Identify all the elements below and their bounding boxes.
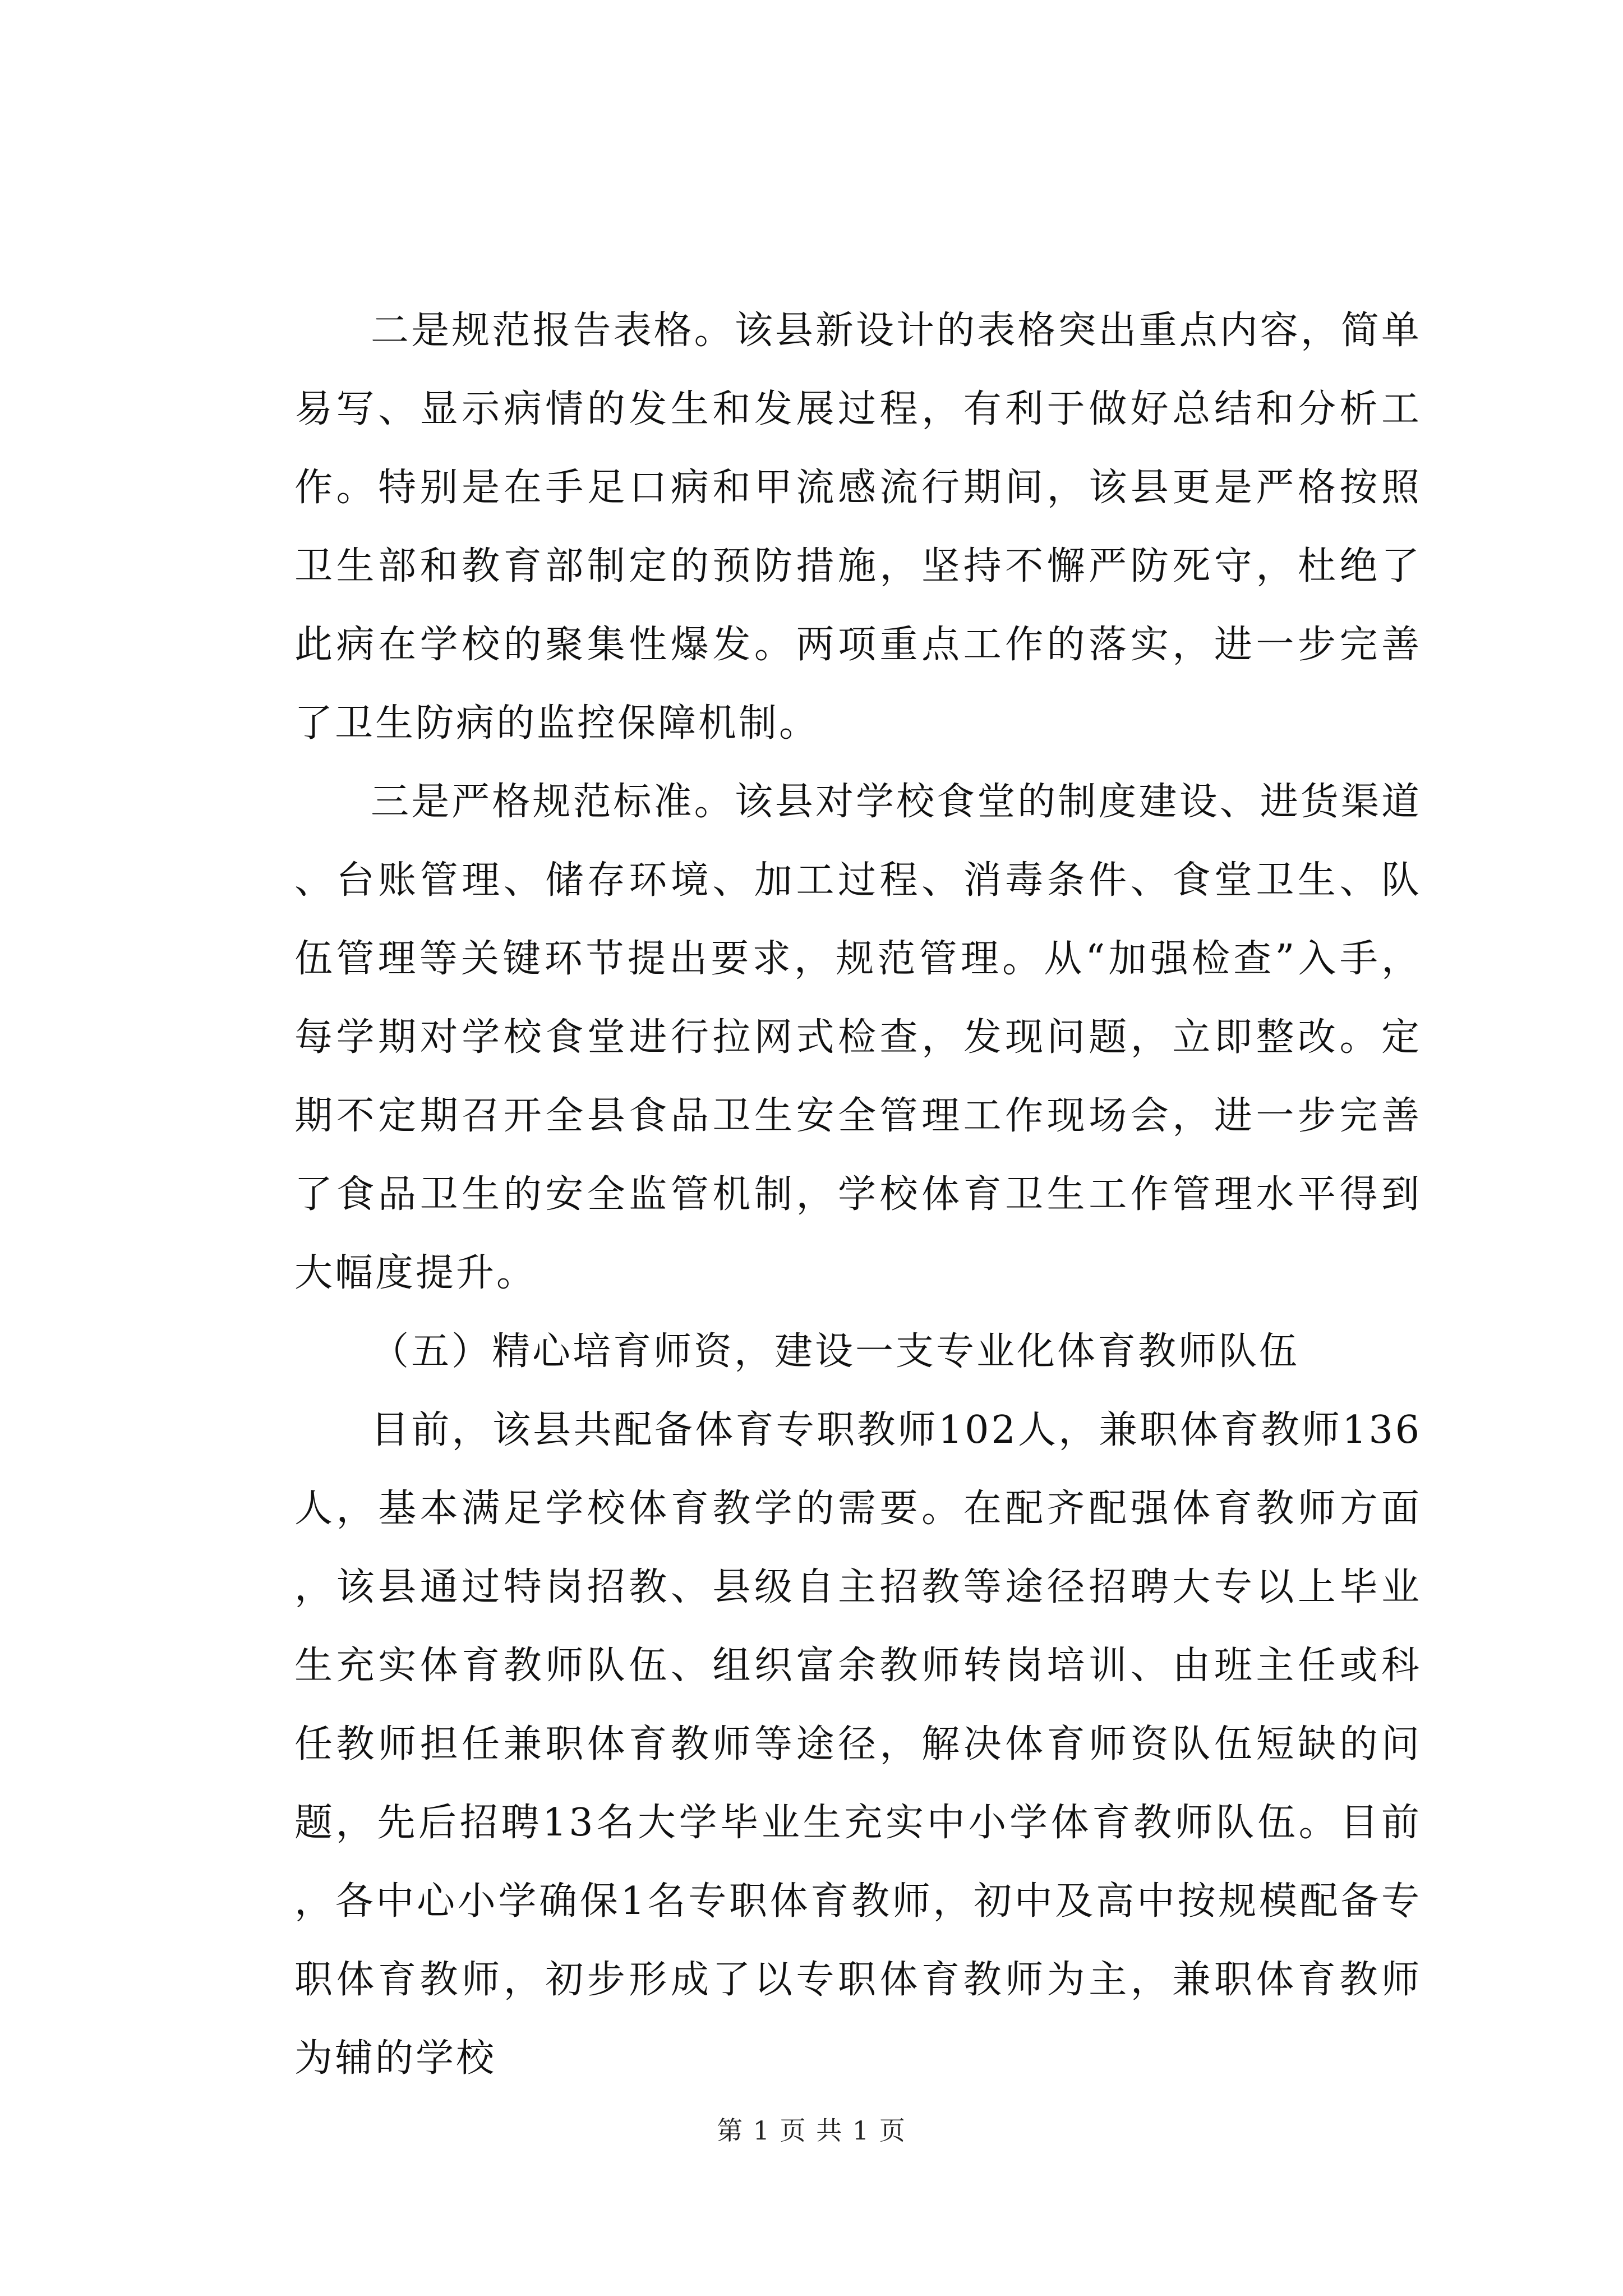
document-body (294, 292, 1422, 2098)
paragraph-strict-standards: 三是严格规范标准。该县对学校食堂的制度建设、进货渠道、台账管理、储存环境、加工过程、消毒条件、食堂卫生、队伍管理等关键环节提出要求，规范管理。从“加强检查”入手，每学期对学校食堂进行拉网式检查，发现问题，立即整改。定期不定期召开全县食品卫生安全管理工作现场会，进一步完善了食品卫生的安全监管机制，学校体育卫生工作管理水平得到大幅度提升。 (294, 780, 1422, 1295)
paragraph-pe-teachers: 目前，该县共配备体育专职教师102人，兼职体育教师136人，基本满足学校体育教学的需要。在配齐配强体育教师方面，该县通过特岗招教、县级自主招教等途径招聘大专以上毕业生充实体育教师队伍、组织富余教师转岗培训、由班主任或科任教师担任兼职体育教师等途径，解决体育师资队伍短缺的问题，先后招聘13名大学毕业生充实中小学体育教师队伍。目前，各中心小学确保1名专职体育教师，初中及高中按规模配备专职体育教师，初步形成了以专职体育教师为主，兼职体育教师为辅的学校 (294, 1408, 1422, 2081)
section-heading-teacher-training: （五）精心培育师资，建设一支专业化体育教师队伍 (371, 1329, 1300, 1374)
paragraph-standardize-report-forms: 二是规范报告表格。该县新设计的表格突出重点内容，简单易写、显示病情的发生和发展过程，有利于做好总结和分析工作。特别是在手足口病和甲流感流行期间，该县更是严格按照卫生部和教育部制定的预防措施，坚持不懈严防死守，杜绝了此病在学校的聚集性爆发。两项重点工作的落实，进一步完善了卫生防病的监控保障机制。 (294, 309, 1422, 746)
page-footer: 第 1 页 共 1 页 (717, 2115, 906, 2146)
